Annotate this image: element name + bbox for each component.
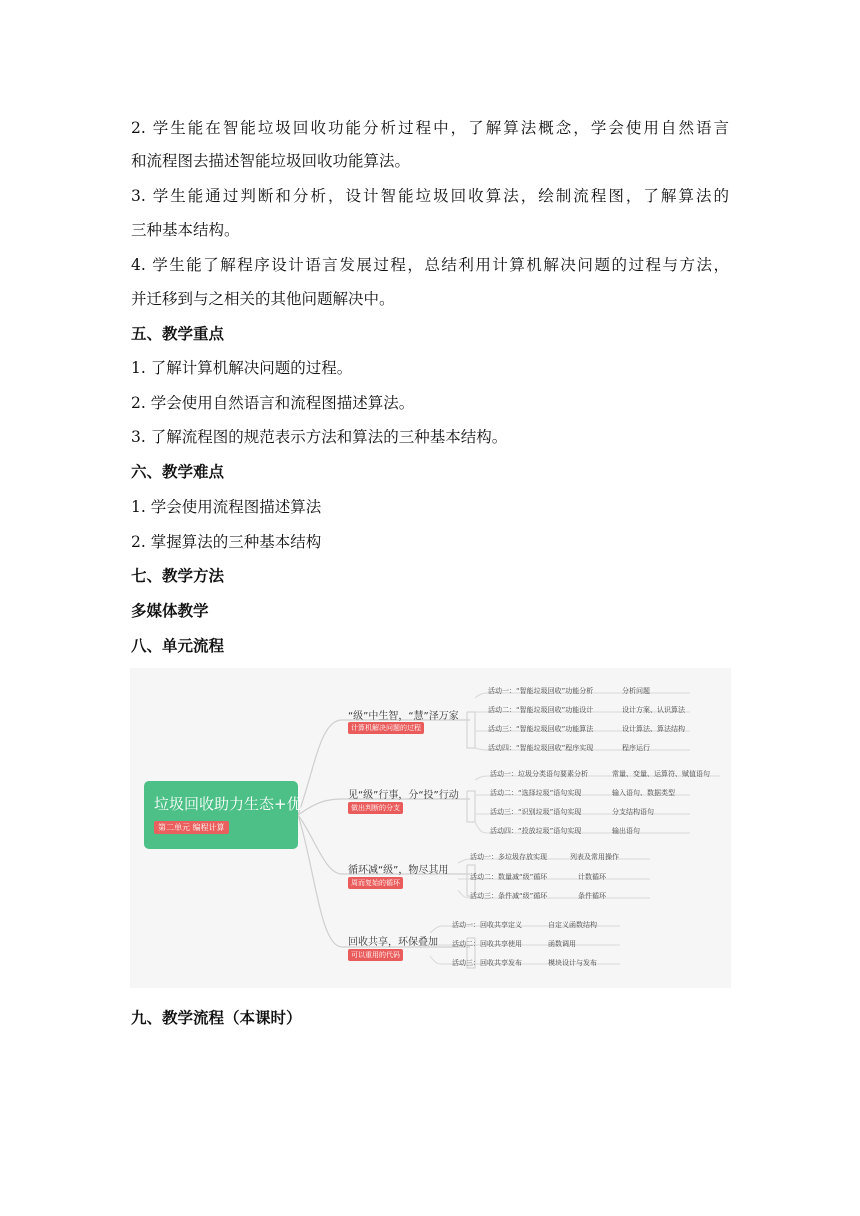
- activity-label: 活动三：回收共享发布: [452, 959, 522, 967]
- branch-tag: 周而复始的循环: [348, 877, 403, 889]
- section-heading-unit-flow: 八、单元流程: [131, 637, 225, 655]
- branch-tag: 计算机解决问题的过程: [348, 722, 424, 734]
- text-line: 2. 学生能在智能垃圾回收功能分析过程中，了解算法概念，学会使用自然语言: [131, 119, 729, 137]
- activity-result: 输入语句、数据类型: [612, 789, 675, 797]
- activity-result: 计数循环: [578, 873, 606, 881]
- activity-label: 活动一：“智能垃圾回收”功能分析: [488, 687, 594, 695]
- activity-result: 条件循环: [578, 892, 606, 900]
- branch-title: 循环减“级”，物尽其用: [348, 865, 449, 876]
- activity-result: 常量、变量、运算符、赋值语句: [612, 770, 710, 778]
- section-heading-methods: 七、教学方法: [131, 567, 225, 585]
- activity-label: 活动一：回收共享定义: [452, 921, 522, 929]
- text-line: 并迁移到与之相关的其他问题解决中。: [131, 290, 395, 308]
- activity-result: 分析问题: [622, 687, 650, 695]
- activity-result: 分支结构语句: [612, 808, 654, 816]
- section-heading-lesson-flow: 九、教学流程（本课时）: [131, 1009, 302, 1027]
- activity-label: 活动三：“识别垃圾”语句实现: [490, 808, 582, 816]
- activity-label: 活动二：数量减“级”循环: [470, 873, 548, 881]
- text-line: 3. 学生能通过判断和分析，设计智能垃圾回收算法，绘制流程图，了解算法的: [131, 187, 729, 205]
- text-line: 4. 学生能了解程序设计语言发展过程，总结利用计算机解决问题的过程与方法，: [131, 256, 729, 274]
- activity-label: 活动三：“智能垃圾回收”功能算法: [488, 725, 594, 733]
- mindmap-root-title: 垃圾回收助力生态+优: [154, 795, 302, 813]
- activity-result: 输出语句: [612, 827, 640, 835]
- unit-flow-mindmap: [130, 668, 731, 988]
- text-line: 三种基本结构。: [131, 221, 240, 239]
- section-heading-difficulties: 六、教学难点: [131, 463, 225, 481]
- method-text: 多媒体教学: [131, 602, 209, 620]
- branch-tag: 做出判断的分支: [348, 802, 403, 814]
- activity-result: 设计算法、算法结构: [622, 725, 685, 733]
- activity-result: 程序运行: [622, 744, 650, 752]
- activity-label: 活动二：“智能垃圾回收”功能设计: [488, 706, 594, 714]
- mindmap-root-tag: 第二单元 编程计算: [154, 821, 229, 834]
- activity-result: 模块设计与发布: [548, 959, 597, 967]
- activity-label: 活动一：多垃圾存放实现: [470, 853, 547, 861]
- activity-label: 活动一：垃圾分类语句要素分析: [490, 770, 588, 778]
- difficulty-item: 1. 学会使用流程图描述算法: [131, 498, 322, 516]
- key-point-item: 2. 学会使用自然语言和流程图描述算法。: [131, 394, 415, 412]
- activity-result: 列表及常用操作: [570, 853, 619, 861]
- activity-result: 自定义函数结构: [548, 921, 597, 929]
- branch-tag: 可以重用的代码: [348, 949, 403, 961]
- key-point-item: 1. 了解计算机解决问题的过程。: [131, 359, 353, 377]
- difficulty-item: 2. 掌握算法的三种基本结构: [131, 533, 322, 551]
- branch-title: 回收共享，环保叠加: [348, 937, 438, 948]
- activity-result: 函数调用: [548, 940, 576, 948]
- activity-result: 设计方案、认识算法: [622, 706, 685, 714]
- mindmap-root-node: [144, 781, 302, 849]
- key-point-item: 3. 了解流程图的规范表示方法和算法的三种基本结构。: [131, 428, 508, 446]
- text-line: 和流程图去描述智能垃圾回收功能算法。: [131, 152, 411, 170]
- activity-label: 活动二：“选择垃圾”语句实现: [490, 789, 582, 797]
- section-heading-key-points: 五、教学重点: [131, 325, 225, 343]
- activity-label: 活动二：回收共享使用: [452, 940, 522, 948]
- activity-label: 活动四：“投放垃圾”语句实现: [490, 827, 582, 835]
- branch-title: 见“级”行事，分“投”行动: [348, 790, 459, 801]
- activity-label: 活动四：“智能垃圾回收”程序实现: [488, 744, 594, 752]
- branch-title: “级”中生智，“慧”泽万家: [348, 711, 459, 722]
- activity-label: 活动三：条件减“级”循环: [470, 892, 548, 900]
